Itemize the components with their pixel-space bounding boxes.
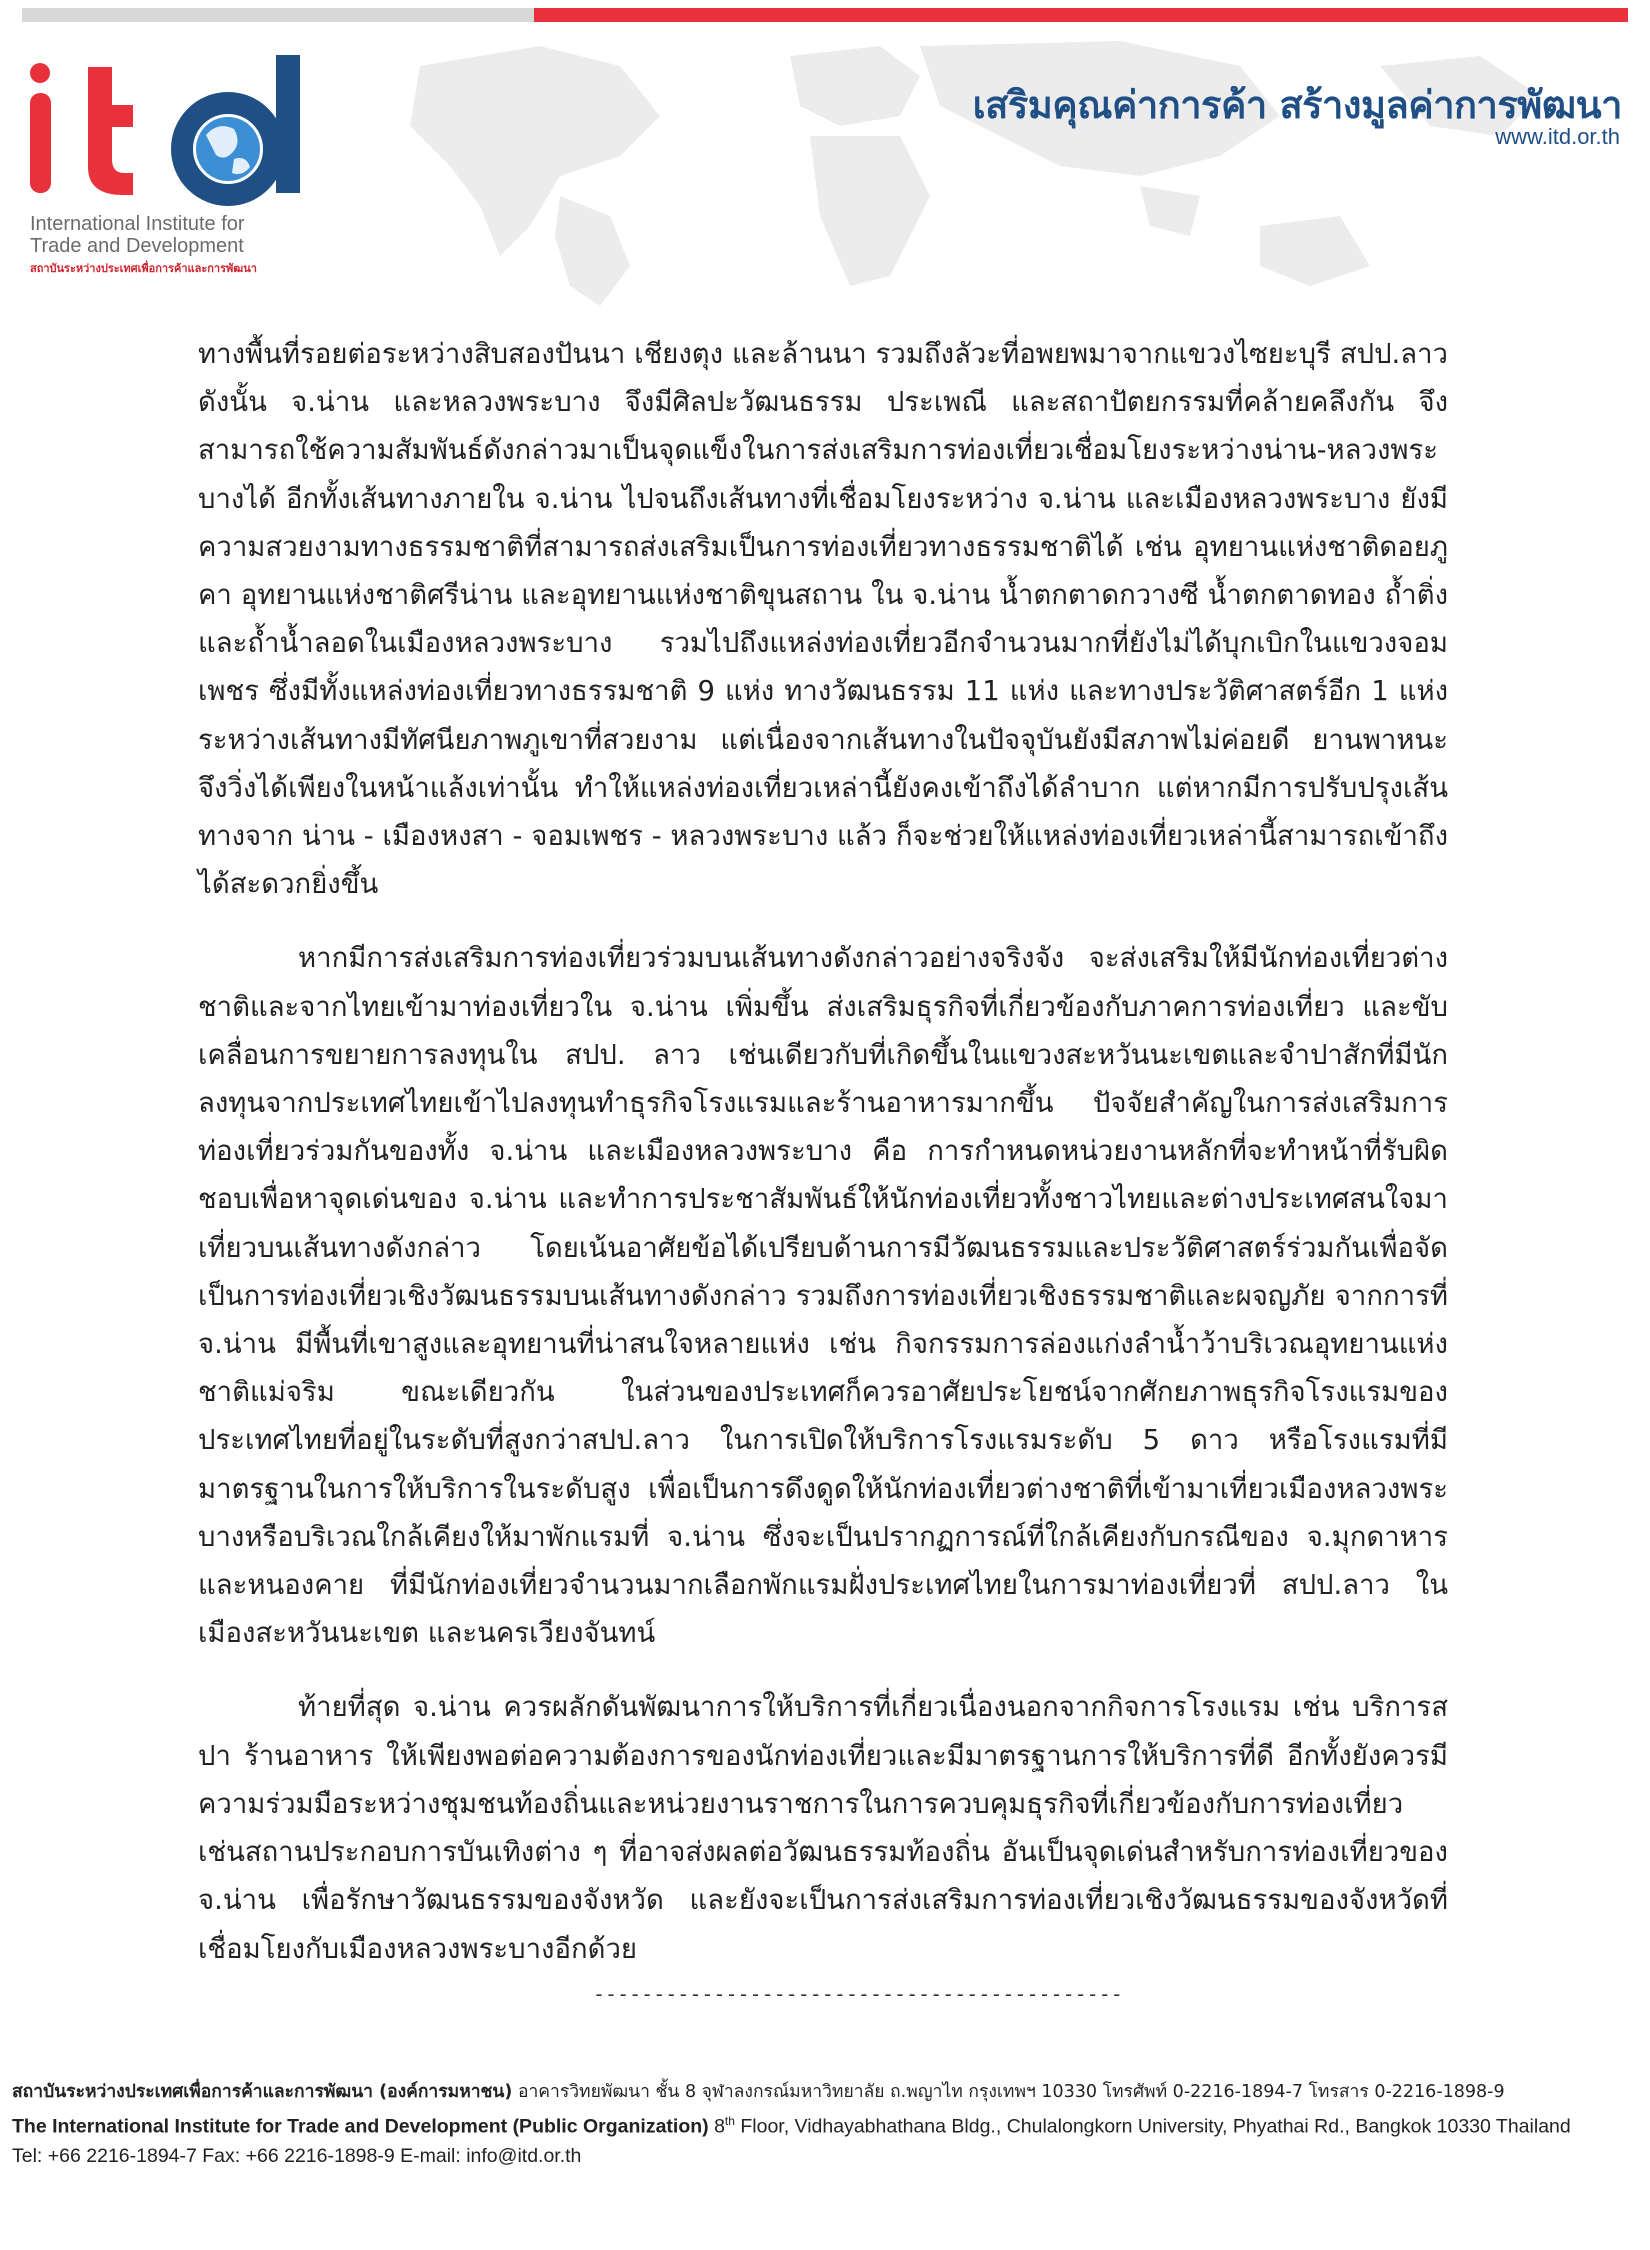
footer [12, 2078, 1638, 2171]
footer-address-thai [12, 2078, 1638, 2107]
footer-address-thai-detail: อาคารวิทยพัฒนา ชั้น 8 จุฬาลงกรณ์มหาวิทยาลัย ถ.พญาไท กรุงเทพฯ 10330 โทรศัพท์ 0-2216-1894-7 โทรสาร 0-2216-1898-9 [512, 2082, 1505, 2102]
logo-text-thai: สถาบันระหว่างประเทศเพื่อการค้าและการพัฒนา [30, 262, 257, 275]
body-paragraph-3: ท้ายที่สุด จ.น่าน ควรผลักดันพัฒนาการให้บริการที่เกี่ยวเนื่องนอกจากกิจการโรงแรม เช่น บริการสปา ร้านอาหาร ให้เพียงพอต่อความต้องการของนักท่องเที่ยวและมีมาตรฐานการให้บริการที่ดี อีกทั้งยังควรมีความร่วมมือระหว่างชุมชนท้องถิ่นและหน่วยงานราชการในการควบคุมธุรกิจที่เกี่ยวข้องกับการท่องเที่ยว เช่นสถานประกอบการบันเทิงต่าง ๆ ที่อาจส่งผลต่อวัฒนธรรมท้องถิ่น อันเป็นจุดเด่นสำหรับการท่องเที่ยวของ จ.น่าน เพื่อรักษาวัฒนธรรมของจังหวัด และยังจะเป็นการส่งเสริมการท่องเที่ยวเชิงวัฒนธรรมของจังหวัดที่เชื่อมโยงกับเมืองหลวงพระบางอีกด้วย [198, 1691, 1448, 1965]
footer-address-english [12, 2107, 1638, 2142]
top-bar-red [534, 8, 1628, 22]
header-slogan: เสริมคุณค่าการค้า สร้างมูลค่าการพัฒนา [972, 83, 1622, 127]
itd-logo-mark [28, 55, 298, 210]
footer-floor-number: 8 [708, 2115, 725, 2138]
footer-contact: Tel: +66 2216-1894-7 Fax: +66 2216-1898-9 E-mail: info@itd.or.th [12, 2144, 582, 2167]
body-paragraph-2: หากมีการส่งเสริมการท่องเที่ยวร่วมบนเส้นทางดังกล่าวอย่างจริงจัง จะส่งเสริมให้มีนักท่องเที่ยวต่างชาติและจากไทยเข้ามาท่องเที่ยวใน จ.น่าน เพิ่มขึ้น ส่งเสริมธุรกิจที่เกี่ยวข้องกับภาคการท่องเที่ยว และขับเคลื่อนการขยายการลงทุนใน สปป. ลาว เช่นเดียวกับที่เกิดขึ้นในแขวงสะหวันนะเขตและจำปาสักที่มีนักลงทุนจากประเทศไทยเข้าไปลงทุนทำธุรกิจโรงแรมและร้านอาหารมากขึ้น ปัจจัยสำคัญในการส่งเสริมการท่องเที่ยวร่วมกันของทั้ง จ.น่าน และเมืองหลวงพระบาง คือ การกำหนดหน่วยงานหลักที่จะทำหน้าที่รับผิดชอบเพื่อหาจุดเด่นของ จ.น่าน และทำการประชาสัมพันธ์ให้นักท่องเที่ยวทั้งชาวไทยและต่างประเทศสนใจมาเที่ยวบนเส้นทางดังกล่าว โดยเน้นอาศัยข้อได้เปรียบด้านการมีวัฒนธรรมและประวัติศาสตร์ร่วมกันเพื่อจัดเป็นการท่องเที่ยวเชิงวัฒนธรรมบนเส้นทางดังกล่าว รวมถึงการท่องเที่ยวเชิงธรรมชาติและผจญภัย จากการที่ จ.น่าน มีพื้นที่เขาสูงและอุทยานที่น่าสนใจหลายแห่ง เช่น กิจกรรมการล่องแก่งลำน้ำว้าบริเวณอุทยานแห่งชาติแม่จริม ขณะเดียวกัน ในส่วนของประเทศก็ควรอาศัยประโยชน์จากศักยภาพธุรกิจโรงแรมของประเทศไทยที่อยู่ในระดับที่สูงกว่าสปป.ลาว ในการเปิดให้บริการโรงแรมระดับ 5 ดาว หรือโรงแรมที่มีมาตรฐานในการให้บริการในระดับสูง เพื่อเป็นการดึงดูดให้นักท่องเที่ยวต่างชาติที่เข้ามาเที่ยวเมืองหลวงพระบางหรือบริเวณใกล้เคียงให้มาพักแรมที่ จ.น่าน ซึ่งจะเป็นปรากฏการณ์ที่ใกล้เคียงกับกรณีของ จ.มุกดาหาร และหนองคาย ที่มีนักท่องเที่ยวจำนวนมากเลือกพักแรมฝั่งประเทศไทยในการมาท่องเที่ยวที่ สปป.ลาว ในเมืองสะหวันนะเขต และนครเวียงจันทน์ [198, 942, 1448, 1650]
footer-floor-suffix: th [724, 2114, 735, 2128]
itd-logo [28, 55, 298, 285]
world-map-watermark [360, 26, 1620, 306]
footer-org-name-thai: สถาบันระหว่างประเทศเพื่อการค้าและการพัฒนา (องค์การมหาชน) [12, 2082, 513, 2102]
body-paragraph-1: ทางพื้นที่รอยต่อระหว่างสิบสองปันนา เชียงตุง และล้านนา รวมถึงลัวะที่อพยพมาจากแขวงไซยะบุรี สปป.ลาว ดังนั้น จ.น่าน และหลวงพระบาง จึงมีศิลปะวัฒนธรรม ประเพณี และสถาปัตยกรรมที่คล้ายคลึงกัน จึงสามารถใช้ความสัมพันธ์ดังกล่าวมาเป็นจุดแข็งในการส่งเสริมการท่องเที่ยวเชื่อมโยงระหว่างน่าน-หลวงพระบางได้ อีกทั้งเส้นทางภายใน จ.น่าน ไปจนถึงเส้นทางที่เชื่อมโยงระหว่าง จ.น่าน และเมืองหลวงพระบาง ยังมีความสวยงามทางธรรมชาติที่สามารถส่งเสริมเป็นการท่องเที่ยวทางธรรมชาติได้ เช่น อุทยานแห่งชาติดอยภูคา อุทยานแห่งชาติศรีน่าน และอุทยานแห่งชาติขุนสถาน ใน จ.น่าน น้ำตกตาดกวางซี น้ำตกตาดทอง ถ้ำติ่ง และถ้ำน้ำลอดในเมืองหลวงพระบาง รวมไปถึงแหล่งท่องเที่ยวอีกจำนวนมากที่ยังไม่ได้บุกเบิกในแขวงจอมเพชร ซึ่งมีทั้งแหล่งท่องเที่ยวทางธรรมชาติ 9 แห่ง ทางวัฒนธรรม 11 แห่ง และทางประวัติศาสตร์อีก 1 แห่ง ระหว่างเส้นทางมีทัศนียภาพภูเขาที่สวยงาม แต่เนื่องจากเส้นทางในปัจจุบันยังมีสภาพไม่ค่อยดี ยานพาหนะจึงวิ่งได้เพียงในหน้าแล้งเท่านั้น ทำให้แหล่งท่องเที่ยวเหล่านี้ยังคงเข้าถึงได้ลำบาก แต่หากมีการปรับปรุงเส้นทางจาก น่าน - เมืองหงสา - จอมเพชร - หลวงพระบาง แล้ว ก็จะช่วยให้แหล่งท่องเที่ยวเหล่านี้สามารถเข้าถึงได้สะดวกยิ่งขึ้น [198, 338, 1448, 901]
document-body [198, 330, 1448, 1973]
header-website-link[interactable]: www.itd.or.th [1495, 124, 1620, 149]
logo-text-line1: International Institute for [30, 213, 245, 235]
footer-address-english-detail: Floor, Vidhayabhathana Bldg., Chulalongkorn University, Phyathai Rd., Bangkok 10330 Thailand [734, 2115, 1571, 2138]
top-bar-gray [22, 8, 534, 22]
section-separator: -------------------------------------------- [593, 1982, 1123, 2006]
footer-org-name-english: The International Institute for Trade and Development (Public Organization) [12, 2115, 709, 2138]
logo-text-line2: Trade and Development [30, 235, 244, 257]
